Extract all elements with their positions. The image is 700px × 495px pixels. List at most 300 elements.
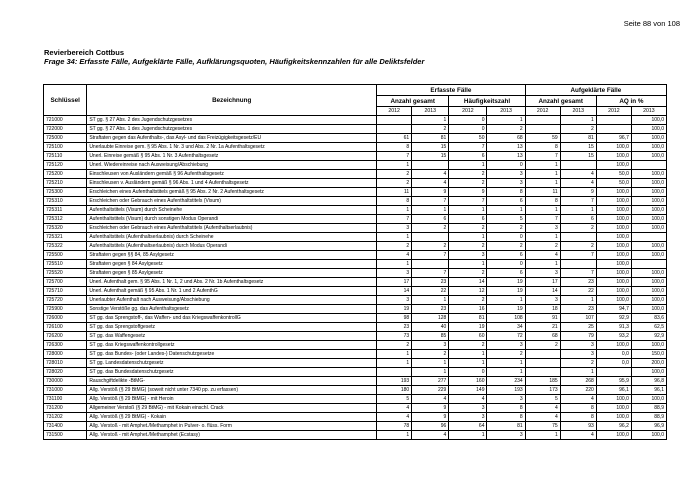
value-cell: 68 xyxy=(487,134,525,143)
table-row xyxy=(44,251,667,260)
value-cell: 15 xyxy=(412,143,449,152)
value-cell: 7 xyxy=(525,215,560,224)
value-cell: 193 xyxy=(487,386,525,395)
key-cell: 725320 xyxy=(44,224,87,233)
table-row xyxy=(44,359,667,368)
value-cell: 100,0 xyxy=(631,242,666,251)
value-cell: 0 xyxy=(487,161,525,170)
value-cell: 1 xyxy=(449,161,487,170)
value-cell: 2 xyxy=(449,341,487,350)
key-cell: 725500 xyxy=(44,251,87,260)
value-cell: 7 xyxy=(449,143,487,152)
value-cell: 95,9 xyxy=(596,377,631,386)
value-cell: 173 xyxy=(525,386,560,395)
value-cell xyxy=(525,359,560,368)
description-cell: Einschleusen v. Ausländern gemäß § 96 Abs. 1 und 4 Aufenthaltsgesetz xyxy=(87,179,377,188)
value-cell: 50,0 xyxy=(596,170,631,179)
value-cell: 2 xyxy=(449,170,487,179)
value-cell: 1 xyxy=(487,116,525,125)
value-cell: 100,0 xyxy=(596,161,631,170)
value-cell: 2 xyxy=(377,341,412,350)
value-cell: 1 xyxy=(560,368,596,377)
value-cell: 2 xyxy=(412,350,449,359)
table-row xyxy=(44,161,667,170)
value-cell: 3 xyxy=(412,341,449,350)
value-cell: 3 xyxy=(449,251,487,260)
value-cell: 3 xyxy=(525,269,560,278)
value-cell: 2 xyxy=(449,224,487,233)
value-cell: 0 xyxy=(449,116,487,125)
description-cell: Unerl. Aufenthalt gemäß § 95 Abs. 1 Nr. 1 und 2 AufenthG xyxy=(87,287,377,296)
description-cell: ST gg. § 27 Abs. 2 des Jugendschutzgesetzes xyxy=(87,116,377,125)
value-cell: 1 xyxy=(487,296,525,305)
value-cell: 13 xyxy=(487,143,525,152)
value-cell: 100,0 xyxy=(596,404,631,413)
value-cell: 1 xyxy=(525,179,560,188)
value-cell: 83,6 xyxy=(631,314,666,323)
value-cell: 2 xyxy=(449,296,487,305)
table-row xyxy=(44,431,667,440)
value-cell: 2 xyxy=(377,242,412,251)
description-cell: Unerl. Aufenthalt gem. § 95 Abs. 1 Nr. 1, 2 und Abs. 2 Nr. 1b Aufenthaltsgesetz xyxy=(87,278,377,287)
key-cell: 725110 xyxy=(44,152,87,161)
value-cell: 2 xyxy=(560,125,596,134)
value-cell: 64 xyxy=(449,422,487,431)
value-cell: 21 xyxy=(525,323,560,332)
key-cell: 731000 xyxy=(44,386,87,395)
value-cell: 14 xyxy=(525,287,560,296)
value-cell: 0,0 xyxy=(596,350,631,359)
value-cell: 96,8 xyxy=(631,377,666,386)
value-cell: 12 xyxy=(449,287,487,296)
value-cell: 1 xyxy=(377,161,412,170)
value-cell: 2 xyxy=(377,179,412,188)
description-cell: ST gg. das Bundesdatenschutzgesetz xyxy=(87,368,377,377)
table-row xyxy=(44,413,667,422)
value-cell xyxy=(412,233,449,242)
description-cell: Allgemeiner Verstoß (§ 29 BtMG) - mit Kokain einschl. Crack xyxy=(87,404,377,413)
question-title: Frage 34: Erfasste Fälle, Aufgeklärte Fälle, Aufklärungsquoten, Häufigkeitskennzahlen für alle Deliktsfelder xyxy=(44,57,425,66)
value-cell: 92,9 xyxy=(631,332,666,341)
value-cell: 72 xyxy=(487,332,525,341)
value-cell: 2 xyxy=(449,242,487,251)
value-cell: 100,0 xyxy=(596,197,631,206)
value-cell: 25 xyxy=(560,323,596,332)
value-cell: 100,0 xyxy=(631,170,666,179)
key-cell: 725000 xyxy=(44,134,87,143)
table-row xyxy=(44,314,667,323)
description-cell: ST gg. das Sprengstoffgesetz xyxy=(87,323,377,332)
key-cell: 731400 xyxy=(44,422,87,431)
value-cell: 1 xyxy=(377,350,412,359)
value-cell xyxy=(525,350,560,359)
value-cell: 91 xyxy=(525,314,560,323)
value-cell: 68 xyxy=(525,332,560,341)
value-cell: 3 xyxy=(560,341,596,350)
value-cell: 75 xyxy=(525,422,560,431)
value-cell: 3 xyxy=(525,224,560,233)
value-cell: 23 xyxy=(377,323,412,332)
table-row xyxy=(44,242,667,251)
value-cell: 0 xyxy=(487,233,525,242)
value-cell: 6 xyxy=(487,269,525,278)
value-cell: 1 xyxy=(525,206,560,215)
value-cell: 100,0 xyxy=(631,206,666,215)
value-cell: 1 xyxy=(412,359,449,368)
value-cell: 6 xyxy=(449,215,487,224)
value-cell: 100,0 xyxy=(631,395,666,404)
value-cell: 6 xyxy=(487,197,525,206)
value-cell: 3 xyxy=(487,431,525,440)
table-row xyxy=(44,152,667,161)
value-cell xyxy=(525,125,560,134)
value-cell: 100,0 xyxy=(631,305,666,314)
value-cell: 3 xyxy=(487,170,525,179)
value-cell: 7 xyxy=(377,152,412,161)
description-cell: Einschleusen von Ausländern gemäß § 96 Aufenthaltsgesetz xyxy=(87,170,377,179)
description-cell: Unerl. Wiedereinreise nach Ausweisung/Abschiebung xyxy=(87,161,377,170)
value-cell: 1 xyxy=(412,206,449,215)
area-title: Revierbereich Cottbus xyxy=(44,48,125,57)
value-cell: 2 xyxy=(560,242,596,251)
value-cell: 3 xyxy=(377,224,412,233)
description-cell: Allg. Verstöß (§ 29 BtMG) - Kokain xyxy=(87,413,377,422)
key-cell: 725710 xyxy=(44,287,87,296)
description-cell: Sonstige Verstöße gg. das Aufenthaltsgesetz xyxy=(87,305,377,314)
value-cell: 2 xyxy=(412,224,449,233)
description-cell: Allg. Verstoß - mit Amphet./Methamphet (Ecstasy) xyxy=(87,431,377,440)
value-cell: 100,0 xyxy=(631,296,666,305)
value-cell: 229 xyxy=(412,386,449,395)
value-cell: 7 xyxy=(525,152,560,161)
value-cell xyxy=(525,116,560,125)
value-cell: 1 xyxy=(449,350,487,359)
value-cell: 73 xyxy=(377,332,412,341)
value-cell: 4 xyxy=(412,179,449,188)
value-cell: 149 xyxy=(449,386,487,395)
value-cell: 3 xyxy=(560,350,596,359)
value-cell: 100,0 xyxy=(631,341,666,350)
key-cell: 726000 xyxy=(44,314,87,323)
value-cell: 4 xyxy=(377,251,412,260)
table-row xyxy=(44,206,667,215)
value-cell: 96,9 xyxy=(631,422,666,431)
value-cell: 16 xyxy=(449,305,487,314)
year-header-cell: 2012 xyxy=(596,107,631,116)
value-cell: 8 xyxy=(487,404,525,413)
header-total: Anzahl gesamt xyxy=(377,96,449,107)
value-cell: 100,0 xyxy=(596,287,631,296)
value-cell: 23 xyxy=(412,278,449,287)
value-cell: 100,0 xyxy=(596,224,631,233)
value-cell xyxy=(412,260,449,269)
value-cell: 100,0 xyxy=(631,197,666,206)
year-header-cell: 2013 xyxy=(631,107,666,116)
value-cell: 18 xyxy=(525,305,560,314)
value-cell: 100,0 xyxy=(631,278,666,287)
value-cell: 1 xyxy=(449,233,487,242)
value-cell: 4 xyxy=(560,395,596,404)
value-cell: 0 xyxy=(487,260,525,269)
value-cell xyxy=(596,125,631,134)
value-cell: 81 xyxy=(560,134,596,143)
value-cell: 100,0 xyxy=(631,368,666,377)
value-cell: 8 xyxy=(487,413,525,422)
value-cell: 3 xyxy=(377,269,412,278)
description-cell: Aufenthaltstitels (Visum) durch Scheinehe xyxy=(87,206,377,215)
value-cell: 1 xyxy=(412,296,449,305)
value-cell: 8 xyxy=(377,143,412,152)
table-row xyxy=(44,197,667,206)
value-cell: 96 xyxy=(412,422,449,431)
table-row xyxy=(44,134,667,143)
header-solved: Aufgeklärte Fälle xyxy=(525,85,666,96)
value-cell: 34 xyxy=(487,323,525,332)
description-cell: Straftaten gegen das Aufenthalts-, das Asyl- und das Freizügigkeitsgesetz/EU xyxy=(87,134,377,143)
value-cell: 13 xyxy=(487,152,525,161)
value-cell: 180 xyxy=(377,386,412,395)
value-cell: 8 xyxy=(487,188,525,197)
value-cell: 2 xyxy=(449,269,487,278)
value-cell: 4 xyxy=(412,431,449,440)
value-cell: 100,0 xyxy=(631,224,666,233)
value-cell: 22 xyxy=(412,287,449,296)
value-cell: 7 xyxy=(412,269,449,278)
value-cell: 100,0 xyxy=(596,251,631,260)
key-cell: 722000 xyxy=(44,125,87,134)
value-cell: 1 xyxy=(377,260,412,269)
value-cell: 2 xyxy=(412,125,449,134)
value-cell: 9 xyxy=(412,404,449,413)
table-row xyxy=(44,368,667,377)
value-cell: 150,0 xyxy=(631,350,666,359)
value-cell: 9 xyxy=(449,188,487,197)
value-cell: 81 xyxy=(487,422,525,431)
value-cell: 3 xyxy=(487,395,525,404)
value-cell xyxy=(631,233,666,242)
value-cell: 93,2 xyxy=(596,332,631,341)
value-cell: 17 xyxy=(525,278,560,287)
key-cell: 728000 xyxy=(44,350,87,359)
value-cell: 81 xyxy=(449,314,487,323)
year-header-cell: 2013 xyxy=(560,107,596,116)
value-cell: 2 xyxy=(487,242,525,251)
value-cell: 1 xyxy=(449,206,487,215)
value-cell: 8 xyxy=(560,404,596,413)
value-cell xyxy=(412,161,449,170)
description-cell: Erschleichen oder Gebrauch eines Aufenthaltstitels (Visum) xyxy=(87,197,377,206)
value-cell: 0,0 xyxy=(596,359,631,368)
value-cell: 7 xyxy=(449,197,487,206)
value-cell: 1 xyxy=(449,431,487,440)
value-cell: 9 xyxy=(412,188,449,197)
value-cell: 8 xyxy=(525,143,560,152)
value-cell: 5 xyxy=(487,215,525,224)
table-row xyxy=(44,143,667,152)
key-cell: 728010 xyxy=(44,359,87,368)
key-cell: 725311 xyxy=(44,206,87,215)
header-registered: Erfasste Fälle xyxy=(377,85,526,96)
value-cell: 5 xyxy=(525,395,560,404)
value-cell: 3 xyxy=(487,341,525,350)
value-cell: 23 xyxy=(560,278,596,287)
value-cell: 96,2 xyxy=(596,422,631,431)
value-cell: 5 xyxy=(377,395,412,404)
table-row xyxy=(44,125,667,134)
value-cell: 128 xyxy=(412,314,449,323)
key-cell: 728020 xyxy=(44,368,87,377)
key-cell: 731200 xyxy=(44,404,87,413)
description-cell: Aufenthaltstitels (Aufenthaltserlaubnis) durch Scheinehe xyxy=(87,233,377,242)
value-cell: 100,0 xyxy=(631,134,666,143)
value-cell: 100,0 xyxy=(631,116,666,125)
statistics-table xyxy=(43,84,667,440)
description-cell: Erschleichen oder Gebrauch eines Aufenthaltstitels (Aufenthaltserlaubnis) xyxy=(87,224,377,233)
value-cell: 8 xyxy=(525,197,560,206)
value-cell: 2 xyxy=(487,125,525,134)
key-cell: 726100 xyxy=(44,323,87,332)
value-cell: 50,0 xyxy=(596,179,631,188)
value-cell: 100,0 xyxy=(631,431,666,440)
key-cell: 725700 xyxy=(44,278,87,287)
description-cell: Straftaten gegen § 84 Asylgesetz xyxy=(87,260,377,269)
value-cell: 100,0 xyxy=(631,251,666,260)
value-cell: 7 xyxy=(377,215,412,224)
year-header-cell: 2013 xyxy=(412,107,449,116)
value-cell: 14 xyxy=(377,287,412,296)
value-cell: 2 xyxy=(487,350,525,359)
table-row xyxy=(44,215,667,224)
value-cell: 2 xyxy=(412,242,449,251)
value-cell: 160 xyxy=(449,377,487,386)
description-cell: Unerlaubte Einreise gem. § 95 Abs. 1 Nr. 3 und Abs. 2 Nr. 1a Aufenthaltsgesetz xyxy=(87,143,377,152)
value-cell xyxy=(525,368,560,377)
value-cell: 200,0 xyxy=(631,359,666,368)
value-cell: 100,0 xyxy=(631,179,666,188)
value-cell: 100,0 xyxy=(596,143,631,152)
value-cell: 100,0 xyxy=(631,215,666,224)
value-cell: 100,0 xyxy=(596,341,631,350)
description-cell: ST gg. das Waffengesetz xyxy=(87,332,377,341)
value-cell: 0 xyxy=(449,125,487,134)
value-cell xyxy=(631,161,666,170)
value-cell: 1 xyxy=(377,206,412,215)
value-cell: 1 xyxy=(525,260,560,269)
value-cell: 2 xyxy=(377,170,412,179)
table-row xyxy=(44,350,667,359)
value-cell xyxy=(631,260,666,269)
value-cell: 7 xyxy=(412,251,449,260)
value-cell: 19 xyxy=(487,305,525,314)
table-row xyxy=(44,116,667,125)
value-cell: 100,0 xyxy=(596,269,631,278)
value-cell: 62,5 xyxy=(631,323,666,332)
key-cell: 721000 xyxy=(44,116,87,125)
value-cell: 1 xyxy=(525,161,560,170)
table-row xyxy=(44,278,667,287)
table-row xyxy=(44,188,667,197)
value-cell: 100,0 xyxy=(596,188,631,197)
key-cell: 725100 xyxy=(44,143,87,152)
header-frequency: Häufigkeitszahl xyxy=(449,96,525,107)
key-cell: 731500 xyxy=(44,431,87,440)
value-cell: 88,9 xyxy=(631,404,666,413)
description-cell: Rauschgiftdelikte -BtMG- xyxy=(87,377,377,386)
table-row xyxy=(44,269,667,278)
description-cell: ST gg. § 27 Abs. 1 des Jugendschutzgesetzes xyxy=(87,125,377,134)
value-cell: 3 xyxy=(377,296,412,305)
value-cell: 6 xyxy=(560,215,596,224)
value-cell: 1 xyxy=(377,359,412,368)
header-rate: AQ in % xyxy=(596,96,666,107)
value-cell: 4 xyxy=(449,395,487,404)
value-cell xyxy=(377,368,412,377)
value-cell: 277 xyxy=(412,377,449,386)
value-cell: 4 xyxy=(525,251,560,260)
value-cell: 19 xyxy=(487,278,525,287)
value-cell: 15 xyxy=(560,152,596,161)
value-cell: 94,7 xyxy=(596,305,631,314)
header-description: Bezeichnung xyxy=(87,85,377,116)
description-cell: Straftaten gegen §§ 84, 85 Asylgesetz xyxy=(87,251,377,260)
value-cell: 14 xyxy=(449,278,487,287)
description-cell: Aufenthaltstitels (Visum) durch sonstigen Modus Operandi xyxy=(87,215,377,224)
value-cell: 7 xyxy=(560,251,596,260)
value-cell: 91,3 xyxy=(596,323,631,332)
value-cell: 23 xyxy=(560,305,596,314)
value-cell: 4 xyxy=(560,179,596,188)
value-cell: 100,0 xyxy=(631,188,666,197)
value-cell: 7 xyxy=(560,197,596,206)
table-row xyxy=(44,386,667,395)
value-cell: 100,0 xyxy=(596,206,631,215)
value-cell: 96,1 xyxy=(631,386,666,395)
value-cell xyxy=(377,116,412,125)
description-cell: Unerlaubter Aufenthalt nach Ausweisung/Abschiebung xyxy=(87,296,377,305)
key-cell: 726300 xyxy=(44,341,87,350)
key-cell: 725210 xyxy=(44,179,87,188)
value-cell: 1 xyxy=(487,368,525,377)
value-cell: 19 xyxy=(449,323,487,332)
value-cell: 108 xyxy=(487,314,525,323)
value-cell: 81 xyxy=(412,134,449,143)
value-cell: 88,9 xyxy=(631,413,666,422)
header-total-solved: Anzahl gesamt xyxy=(525,96,596,107)
value-cell: 7 xyxy=(560,269,596,278)
table-row xyxy=(44,332,667,341)
value-cell: 1 xyxy=(487,359,525,368)
value-cell: 85 xyxy=(412,332,449,341)
value-cell: 4 xyxy=(377,413,412,422)
value-cell: 2 xyxy=(487,224,525,233)
value-cell: 100,0 xyxy=(631,143,666,152)
value-cell: 1 xyxy=(560,296,596,305)
value-cell: 100,0 xyxy=(596,431,631,440)
value-cell xyxy=(596,368,631,377)
value-cell: 100,0 xyxy=(596,296,631,305)
key-cell: 731100 xyxy=(44,395,87,404)
table-row xyxy=(44,395,667,404)
value-cell: 185 xyxy=(525,377,560,386)
key-cell: 726200 xyxy=(44,332,87,341)
value-cell: 193 xyxy=(377,377,412,386)
value-cell: 2 xyxy=(525,341,560,350)
value-cell: 4 xyxy=(412,395,449,404)
value-cell: 100,0 xyxy=(596,233,631,242)
key-cell: 725510 xyxy=(44,260,87,269)
table-row xyxy=(44,377,667,386)
value-cell: 1 xyxy=(377,233,412,242)
